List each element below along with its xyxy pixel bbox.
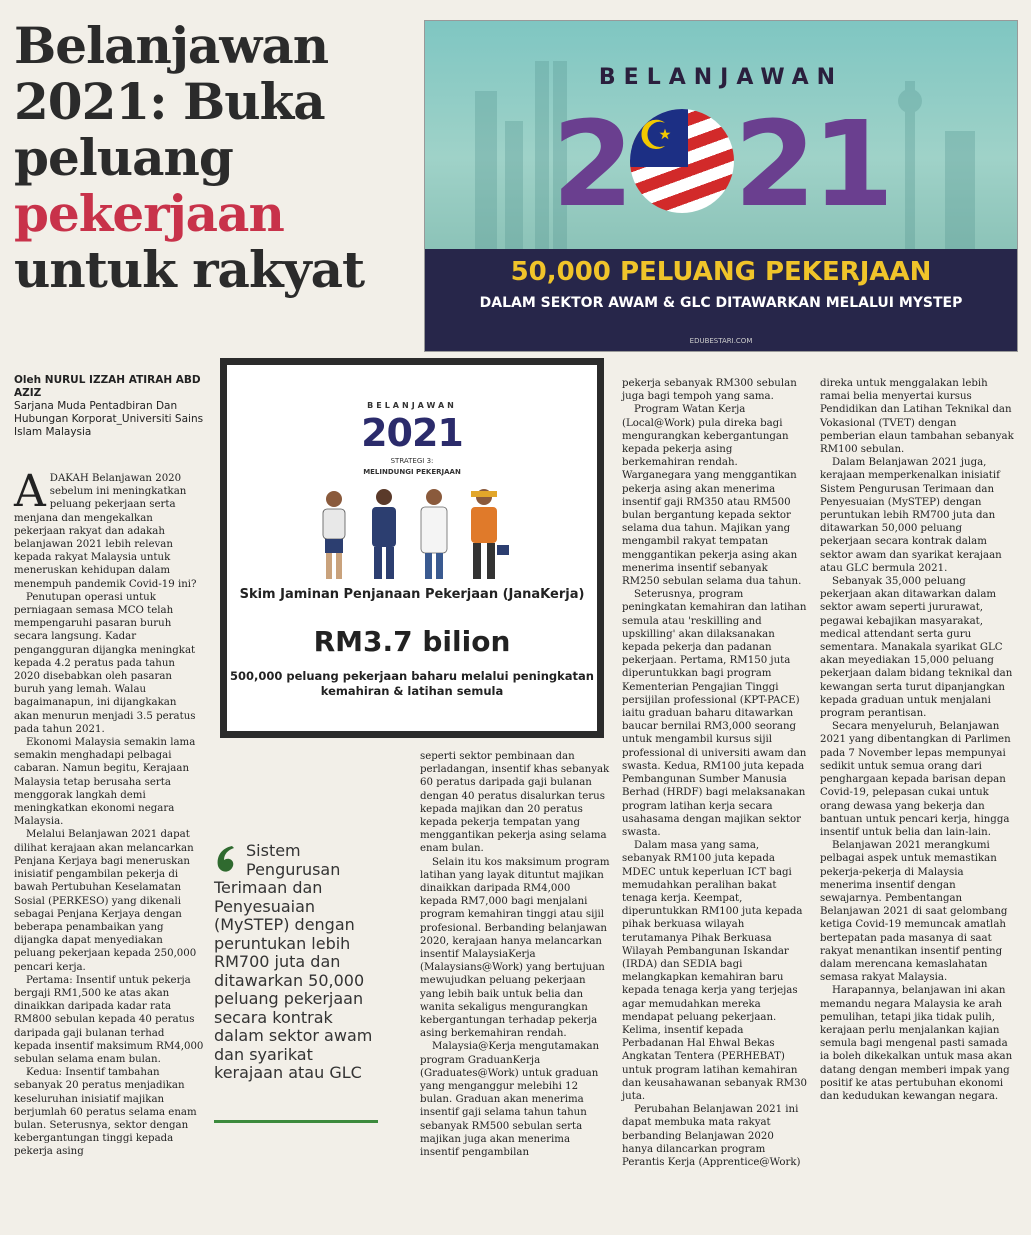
- banner-kicker: BELANJAWAN: [598, 65, 844, 90]
- banner-year-digit: 2: [551, 95, 630, 233]
- infographic-description: 500,000 peluang pekerjaan baharu melalui peningkatan kemahiran & latihan semula: [229, 669, 594, 698]
- author-affiliation: Sarjana Muda Pentadbiran Dan Hubungan Korporat_Universiti Sains Islam Malaysia: [14, 400, 204, 438]
- pull-quote: [214, 842, 382, 1083]
- author-name: Oleh NURUL IZZAH ATIRAH ABD AZIZ: [14, 374, 201, 399]
- drop-cap: A: [14, 466, 46, 517]
- infographic-kicker: BELANJAWAN: [367, 401, 457, 410]
- budget-banner: [424, 20, 1018, 352]
- banner-year-digits: 21: [733, 95, 891, 233]
- banner-credit: EDUBESTARI.COM: [689, 337, 753, 345]
- byline: [14, 374, 214, 439]
- malaysia-flag-icon: [630, 109, 734, 213]
- paragraph: Seterusnya, program peningkatan kemahiran dan latihan semula atau 'reskilling and upskilling' akan dilaksanakan kepada pekerja dan padanan pekerjaan. Pertama, RM150 juta diperuntukkan bagi program Kementerian Pengajian Tinggi persijilan professional (KPT-PACE) iaitu graduan baharu ditawarkan baucar bernilai RM3,000 seorang untuk mengambil kursus sijil professional di universiti awam dan swasta. Kedua, RM100 juta kepada Pembangunan Sumber Manusia Berhad (HRDF) bagi melaksanakan program latihan kerja secara usahasama dengan majikan sektor swasta.: [622, 589, 807, 838]
- paragraph: Harapannya, belanjawan ini akan memandu negara Malaysia ke arah pemulihan, tetapi jika tidak pulih, kerajaan perlu menjalankan kajian semula bagi mengenal pasti samada ia boleh dikekalkan untuk masa akan datang dengan memberi impak yang positif ke atas pertubuhan ekonomi dan kedudukan kewangan negara.: [820, 985, 1013, 1102]
- pull-quote-text: Sistem Pengurusan Terimaan dan Penyesuaian (MySTEP) dengan peruntukan lebih RM700 juta dan ditawarkan 50,000 peluang pekerjaan secara kontrak dalam sektor awam dan syarikat kerajaan atau GLC: [214, 841, 373, 1082]
- article-column-4: [820, 377, 1014, 1103]
- paragraph: Secara menyeluruh, Belanjawan 2021 yang dibentangkan di Parlimen pada 7 November lepas mempunyai sedikit untuk semua orang dari penghargaan kepada barisan depan Covid-19, pelepasan cukai untuk orang dewasa yang bekerja dan bantuan untuk pencari kerja, hingga insentif untuk belia dan lain-lain.: [820, 721, 1011, 838]
- paragraph: Malaysia@Kerja mengutamakan program GraduanKerja (Graduates@Work) untuk graduan yang menganggur melebihi 12 bulan. Graduan akan menerima insentif gaji selama tahun tahun sebanyak RM500 sebulan serta majikan juga akan menerima insentif pengambilan: [420, 1041, 600, 1159]
- quote-mark-icon: [214, 844, 238, 874]
- headline: [14, 18, 414, 298]
- paragraph: Perubahan Belanjawan 2021 ini dapat membuka mata rakyat berbanding Belanjawan 2020 hanya dilancarkan program Perantis Kerja (Apprentice@Work): [622, 1104, 801, 1168]
- paragraph: Program Watan Kerja (Local@Work) pula direka bagi mengurangkan kebergantungan kepada pekerja asing berkemahiran rendah. Warganegara yang menggantikan pekerja asing akan menerima insentif gaji RM350 atau RM500 bulan bergantung kepada sektor selama dua tahun. Majikan yang mengambil rakyat tempatan menggantikan pekerja asing akan menerima insentif sebanyak RM250 sebulan selama dua tahun.: [622, 404, 802, 588]
- headline-line: peluang: [14, 128, 233, 187]
- article-column-2: [420, 750, 610, 1159]
- paragraph: Belanjawan 2021 merangkumi pelbagai aspek untuk memastikan pekerja-pekerja di Malaysia menerima insentif dengan sewajarnya. Pembentangan Belanjawan 2021 di saat gelombang ketiga Covid-19 memuncak amatlah bertepatan pada masanya di saat rakyat menantikan insentif penting dalam merencana kemaslahatan semasa rakyat Malaysia.: [820, 840, 1008, 984]
- workers-illustration-icon: [309, 485, 519, 587]
- paragraph: Penutupan operasi untuk perniagaan semasa MCO telah mempengaruhi pasaran buruh secara langsung. Kadar pengangguran dijangka meningkat kepada 4.2 peratus pada tahun 2020 disebabkan oleh pasaran buruh yang lemah. Walau bagaimanapun, ini dijangkakan akan menurun menjadi 3.5 peratus pada tahun 2021.: [14, 591, 196, 735]
- pull-quote-rule: [214, 1120, 378, 1123]
- paragraph: Selain itu kos maksimum program latihan yang layak dituntut majikan dinaikkan daripada RM4,000 kepada RM7,000 bagi menjalani program kemahiran tinggi atau sijil profesional. Berbanding belanjawan 2020, kerajaan hanya melancarkan insentif MalaysiaKerja (Malaysians@Work) yang bertujuan mewujudkan peluang pekerjaan yang lebih baik untuk belia dan wanita sekaligus mengurangkan kebergantungan terhadap pekerja asing berkemahiran rendah.: [420, 856, 610, 1040]
- paragraph: pekerja sebanyak RM300 sebulan juga bagi tempoh yang sama.: [622, 378, 797, 403]
- paragraph: Sebanyak 35,000 peluang pekerjaan akan ditawarkan dalam sektor awam seperti jururawat, pegawai kebajikan masyarakat, medical attendant serta guru sementara. Manakala syarikat GLC akan meyediakan 15,000 peluang pekerjaan dalam bidang teknikal dan kewangan serta turut dipanjangkan kepada graduan untuk menjalani program perantisan.: [820, 576, 1013, 720]
- infographic-scheme: Skim Jaminan Penjanaan Pekerjaan (JanaKerja): [239, 587, 585, 602]
- banner-subheadline: DALAM SEKTOR AWAM & GLC DITAWARKAN MELALUI MYSTEP: [479, 295, 963, 311]
- infographic-year: 2021: [361, 411, 463, 455]
- headline-line: untuk rakyat: [14, 240, 365, 299]
- paragraph: Melalui Belanjawan 2021 dapat dilihat kerajaan akan melancarkan Penjana Kerjaya bagi meneruskan inisiatif pengambilan pekerja di bawah Pertubuhan Keselamatan Sosial (PERKESO) yang dikenali sebagai Penjana Kerjaya dengan beberapa penambaikan yang dijangka dapat menyediakan peluang pekerjaan kepada 250,000 pencari kerja.: [14, 829, 197, 973]
- banner-skyline-panel: [425, 21, 1017, 249]
- infographic-amount: RM3.7 bilion: [313, 625, 511, 658]
- infographic-strategy: STRATEGI 3:: [390, 457, 434, 465]
- banner-headline: 50,000 PELUANG PEKERJAAN: [510, 257, 932, 287]
- headline-line: Belanjawan: [14, 16, 329, 75]
- infographic: [220, 358, 604, 738]
- paragraph: Ekonomi Malaysia semakin lama semakin menghadapi pelbagai cabaran. Namun begitu, Kerajaan Malaysia tetap berusaha serta menggorak langkah demi meningkatkan ekonomi negara Malaysia.: [14, 737, 196, 828]
- infographic-theme: MELINDUNGI PEKERJAAN: [363, 468, 461, 476]
- paragraph: Dalam masa yang sama, sebanyak RM100 juta kepada MDEC untuk keperluan ICT bagi memudahkan peralihan bakat tenaga kerja. Keempat, diperuntukkan RM100 juta kepada pihak berkuasa wilayah terutamanya Pihak Berkuasa Wilayah Pembangunan Iskandar (IRDA) dan SEDIA bagi melangkapkan kemahiran baru kepada tenaga kerja yang terjejas agar memudahkan mereka mendapat peluang pekerjaan. Kelima, insentif kepada Perbadanan Hal Ehwal Bekas Angkatan Tentera (PERHEBAT) untuk program latihan kemahiran dan keusahawanan sebanyak RM30 juta.: [622, 840, 808, 1102]
- paragraph: direka untuk menggalakan lebih ramai belia menyertai kursus Pendidikan dan Latihan Teknikal dan Vokasional (TVET) dengan pemberian elaun tambahan sebanyak RM100 sebulan.: [820, 378, 1014, 456]
- paragraph: Kedua: Insentif tambahan sebanyak 20 peratus menjadikan keseluruhan inisiatif majikan berjumlah 60 peratus selama enam bulan. Seterusnya, sektor dengan kebergantungan tinggi kepada pekerja asing: [14, 1067, 197, 1158]
- paragraph: ADAKAH Belanjawan 2020 sebelum ini meningkatkan peluang pekerjaan serta menjana dan mengekalkan pekerjaan rakyat dan adakah belanjawan 2021 lebih relevan kepada rakyat Malaysia untuk meneruskan kehidupan dalam menempuh pandemik Covid-19 ini?: [14, 466, 197, 590]
- banner-year: [425, 95, 1017, 233]
- article-column-3: [622, 377, 808, 1169]
- headline-line: 2021: Buka: [14, 72, 325, 131]
- article-column-1: [14, 466, 204, 1159]
- paragraph: Pertama: Insentif untuk pekerja bergaji RM1,500 ke atas akan dinaikkan daripada kadar rata RM800 sebulan kepada 40 peratus daripada gaji bulanan terhad kepada insentif maksimum RM4,000 sebulan selama enam bulan.: [14, 974, 204, 1065]
- headline-accent-line: pekerjaan: [14, 184, 284, 243]
- paragraph: Dalam Belanjawan 2021 juga, kerajaan memperkenalkan inisiatif Sistem Pengurusan Terimaan dan Penyesuaian (MySTEP) dengan peruntukan lebih RM700 juta dan ditawarkan 50,000 peluang pekerjaan secara kontrak dalam sektor awam dan syarikat kerajaan atau GLC bermula 2021.: [820, 457, 1002, 574]
- paragraph: seperti sektor pembinaan dan perladangan, insentif khas sebanyak 60 peratus daripada gaji bulanan dengan 40 peratus disalurkan terus kepada majikan dan 20 peratus kepada pekerja tempatan yang menggantikan pekerja asing selama enam bulan.: [420, 751, 610, 855]
